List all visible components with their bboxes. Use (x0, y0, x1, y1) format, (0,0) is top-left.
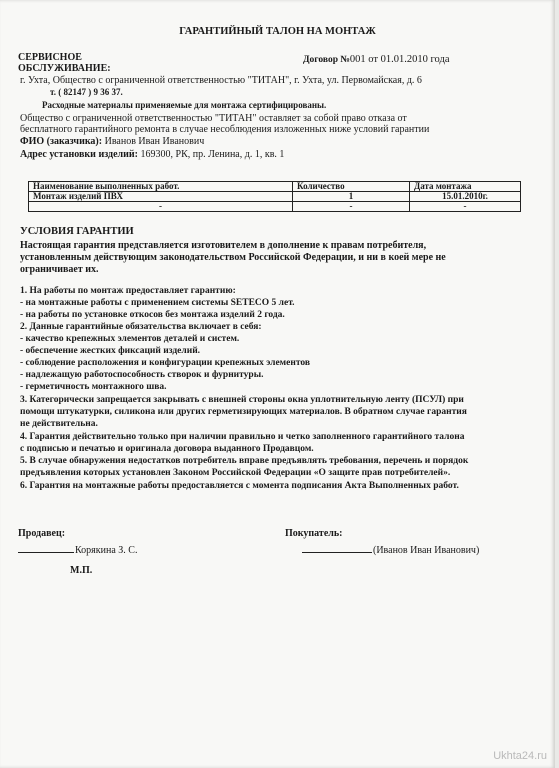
company-address: г. Ухта, Общество с ограниченной ответственностью "ТИТАН", г. Ухта, ул. Первомайская, д. 6 (20, 75, 422, 86)
table-row (29, 202, 521, 212)
condition-line: - обеспечение жестких фиксаций изделий. (20, 346, 201, 356)
service-label-line2: ОБСЛУЖИВАНИЕ: (18, 63, 111, 74)
intro-line: установленным действующим законодательством Российской Федерации, и ни в коей мере не (20, 252, 446, 263)
install-address-row (20, 149, 284, 160)
company-phone: т. ( 82147 ) 9 36 37. (50, 87, 123, 97)
install-address-value: 169300, РК, пр. Ленина, д. 1, кв. 1 (140, 149, 285, 160)
condition-line: - на работы по установке откосов без монтажа изделий 2 года. (20, 310, 285, 320)
condition-line: 1. На работы по монтаж предоставляет гарантию: (20, 286, 236, 296)
seller-signature-row (18, 543, 137, 556)
customer-label: ФИО (заказчика): (20, 136, 103, 147)
customer-row (20, 136, 204, 147)
works-cell-date: 15.01.2010г. (410, 192, 521, 202)
condition-line: - качество крепежных элементов деталей и систем. (20, 334, 240, 344)
condition-line: 4. Гарантия действительно только при наличии правильно и четко заполненного гарантийного талона (20, 432, 465, 442)
condition-line: 5. В случае обнаружения недостатков потребитель вправе предъявлять требования, перечень и порядок (20, 456, 469, 466)
condition-line: - герметичность монтажного шва. (20, 382, 167, 392)
works-cell-date: - (410, 202, 521, 212)
refusal-line-2: бесплатного гарантийного ремонта в случае несоблюдения изложенных ниже условий гарантии (20, 124, 430, 135)
condition-line: 6. Гарантия на монтажные работы предоставляется с момента подписания Акта Выполненных работ. (20, 481, 459, 491)
condition-line: - надлежащую работоспособность створок и фурнитуры. (20, 370, 264, 380)
intro-line: ограничивает их. (20, 264, 99, 275)
condition-line: с подписью и печатью и оригинала договора выданного Продавцом. (20, 444, 314, 454)
materials-note: Расходные материалы применяемые для монтажа сертифицированы. (42, 100, 327, 110)
works-cell-name: Монтаж изделий ПВХ (29, 192, 293, 202)
buyer-name: (Иванов Иван Иванович) (373, 545, 480, 556)
site-watermark: Ukhta24.ru (493, 750, 547, 762)
service-label-line1: СЕРВИСНОЕ (18, 52, 82, 63)
buyer-label: Покупатель: (285, 528, 343, 539)
document-title: ГАРАНТИЙНЫЙ ТАЛОН НА МОНТАЖ (179, 26, 376, 37)
works-table-header-row (29, 182, 521, 192)
works-header-date: Дата монтажа (410, 182, 521, 192)
works-header-name: Наименование выполненных работ. (29, 182, 293, 192)
customer-value: Иванов Иван Иванович (104, 136, 205, 147)
refusal-line-1: Общество с ограниченной ответственностью "ТИТАН" оставляет за собой право отказа от (20, 113, 407, 124)
seller-signature-line (18, 543, 74, 553)
condition-line: не действительна. (20, 419, 98, 429)
buyer-signature-row (302, 543, 479, 556)
seller-name: Корякина З. С. (75, 545, 138, 556)
condition-line: 3. Категорически запрещается закрывать с внешней стороны окна уплотнительную ленту (ПСУЛ) при (20, 395, 464, 405)
condition-line: 2. Данные гарантийные обязательства включает в себя: (20, 322, 262, 332)
table-row (29, 192, 521, 202)
condition-line: предъявления которых установлен Законом Российской Федерации «О защите прав потребителей». (20, 468, 451, 478)
stamp-label: М.П. (70, 565, 93, 576)
works-cell-qty: - (293, 202, 410, 212)
works-header-qty: Количество (293, 182, 410, 192)
buyer-signature-line (302, 543, 372, 553)
contract-number: Договор №001 от 01.01.2010 года (303, 54, 450, 65)
works-table (28, 181, 521, 212)
condition-line: помощи штукатурки, силикона или других герметизирующих материалов. В обратном случае гарантия (20, 407, 467, 417)
seller-label: Продавец: (18, 528, 66, 539)
works-cell-name: - (29, 202, 293, 212)
works-cell-qty: 1 (293, 192, 410, 202)
intro-line: Настоящая гарантия представляется изготовителем в дополнение к правам потребителя, (20, 240, 427, 251)
install-address-label: Адрес установки изделий: (20, 149, 139, 160)
condition-line: - на монтажные работы с применением системы SETECO 5 лет. (20, 298, 295, 308)
conditions-title: УСЛОВИЯ ГАРАНТИИ (20, 226, 134, 237)
condition-line: - соблюдение расположения и конфигурации крепежных элементов (20, 358, 311, 368)
